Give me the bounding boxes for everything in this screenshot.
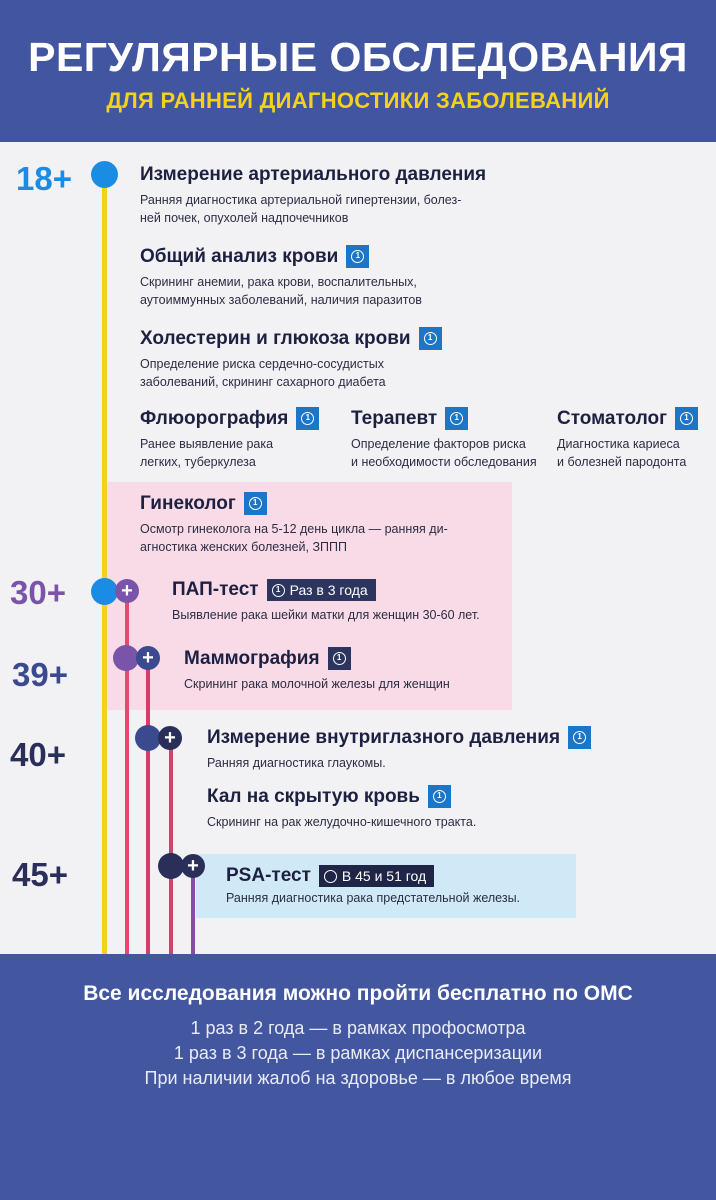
item-desc: Скрининг рака молочной железы для женщин bbox=[184, 677, 450, 691]
item-title: Общий анализ крови bbox=[140, 245, 339, 267]
page-title: РЕГУЛЯРНЫЕ ОБСЛЕДОВАНИЯ bbox=[28, 34, 688, 80]
plus-icon: + bbox=[181, 854, 205, 878]
item-desc: Определение факторов риска и необходимости обследования bbox=[351, 437, 537, 469]
item-pap-test bbox=[172, 579, 480, 624]
item-title: Гинеколог bbox=[140, 492, 236, 514]
item-desc: Ранняя диагностика артериальной гипертензии, болез- ней почек, опухолей надпочечников bbox=[140, 193, 462, 225]
item-title: Флюорография bbox=[140, 407, 289, 429]
item-desc: Ранняя диагностика глаукомы. bbox=[207, 756, 386, 770]
item-desc: Осмотр гинеколога на 5-12 день цикла — ранняя ди- агностика женских болезней, ЗППП bbox=[140, 522, 448, 554]
timeline-dot-30 bbox=[91, 578, 118, 605]
item-title: Маммография bbox=[184, 647, 320, 669]
stopwatch-icon: 1 bbox=[346, 245, 369, 268]
item-mammography bbox=[184, 647, 450, 693]
item-blood-pressure bbox=[140, 164, 486, 227]
footer-line: 1 раз в 3 года — в рамках диспансеризации bbox=[173, 1043, 543, 1063]
age-label-30: 30+ bbox=[10, 574, 66, 611]
item-desc: Определение риска сердечно-сосудистых заболеваний, скрининг сахарного диабета bbox=[140, 357, 386, 389]
item-therapist bbox=[351, 407, 537, 471]
timeline-line-40 bbox=[169, 738, 173, 954]
stopwatch-icon: 1 bbox=[675, 407, 698, 430]
item-desc: Ранняя диагностика рака предстательной железы. bbox=[226, 891, 521, 905]
stopwatch-icon: 1 bbox=[296, 407, 319, 430]
refresh-icon bbox=[324, 870, 337, 883]
footer-line: При наличии жалоб на здоровье — в любое время bbox=[144, 1068, 572, 1088]
stopwatch-icon: 1 bbox=[419, 327, 442, 350]
item-psa-test bbox=[226, 865, 520, 907]
item-desc: Выявление рака шейки матки для женщин 30-60 лет. bbox=[172, 608, 480, 622]
stopwatch-icon: 1 bbox=[445, 407, 468, 430]
timeline-area bbox=[0, 142, 716, 954]
item-title: Измерение артериального давления bbox=[140, 164, 487, 185]
item-title: Кал на скрытую кровь bbox=[207, 785, 420, 807]
stopwatch-icon: 1 bbox=[272, 584, 285, 597]
plus-icon: + bbox=[158, 726, 182, 750]
frequency-badge: В 45 и 51 год bbox=[319, 865, 434, 887]
item-gynecologist bbox=[140, 492, 448, 556]
item-desc: Скрининг анемии, рака крови, воспалительных, аутоиммунных заболеваний, наличия паразитов bbox=[140, 275, 422, 307]
item-desc: Скрининг на рак желудочно-кишечного тракта. bbox=[207, 815, 477, 829]
timeline-line-45 bbox=[191, 866, 195, 954]
plus-icon: + bbox=[136, 646, 160, 670]
stopwatch-icon: 1 bbox=[244, 492, 267, 515]
item-title: ПАП-тест bbox=[172, 579, 259, 600]
age-label-18: 18+ bbox=[16, 160, 72, 197]
stopwatch-icon: 1 bbox=[568, 726, 591, 749]
age-label-45: 45+ bbox=[12, 856, 68, 893]
footer-line: 1 раз в 2 года — в рамках профосмотра bbox=[190, 1018, 526, 1038]
item-title: Измерение внутриглазного давления bbox=[207, 726, 561, 748]
plus-icon: + bbox=[115, 579, 139, 603]
item-title: Холестерин и глюкоза крови bbox=[140, 327, 411, 349]
timeline-dot-18 bbox=[91, 161, 118, 188]
stopwatch-icon: 1 bbox=[428, 785, 451, 808]
footer bbox=[0, 954, 716, 1200]
header bbox=[0, 0, 716, 142]
item-occult-blood bbox=[207, 785, 476, 831]
item-title: Стоматолог bbox=[557, 407, 668, 429]
footer-heading: Все исследования можно пройти бесплатно по ОМС bbox=[83, 982, 633, 1005]
timeline-line-39 bbox=[146, 658, 150, 954]
item-desc: Диагностика кариеса и болезней пародонта bbox=[557, 437, 687, 469]
stopwatch-icon: 1 bbox=[328, 647, 351, 670]
item-cholesterol bbox=[140, 327, 442, 391]
age-label-39: 39+ bbox=[12, 656, 68, 693]
page-subtitle: ДЛЯ РАННЕЙ ДИАГНОСТИКИ ЗАБОЛЕВАНИЙ bbox=[106, 88, 610, 113]
age-label-40: 40+ bbox=[10, 736, 66, 773]
timeline-line-18 bbox=[102, 164, 107, 954]
item-dentist bbox=[557, 407, 698, 471]
item-fluorography bbox=[140, 407, 319, 471]
item-desc: Ранее выявление рака легких, туберкулеза bbox=[140, 437, 274, 469]
frequency-badge: 1 Раз в 3 года bbox=[267, 579, 376, 601]
item-title: Терапевт bbox=[351, 407, 438, 429]
item-eye-pressure bbox=[207, 726, 591, 772]
item-title: PSA-тест bbox=[226, 865, 311, 886]
item-blood-test bbox=[140, 245, 422, 309]
